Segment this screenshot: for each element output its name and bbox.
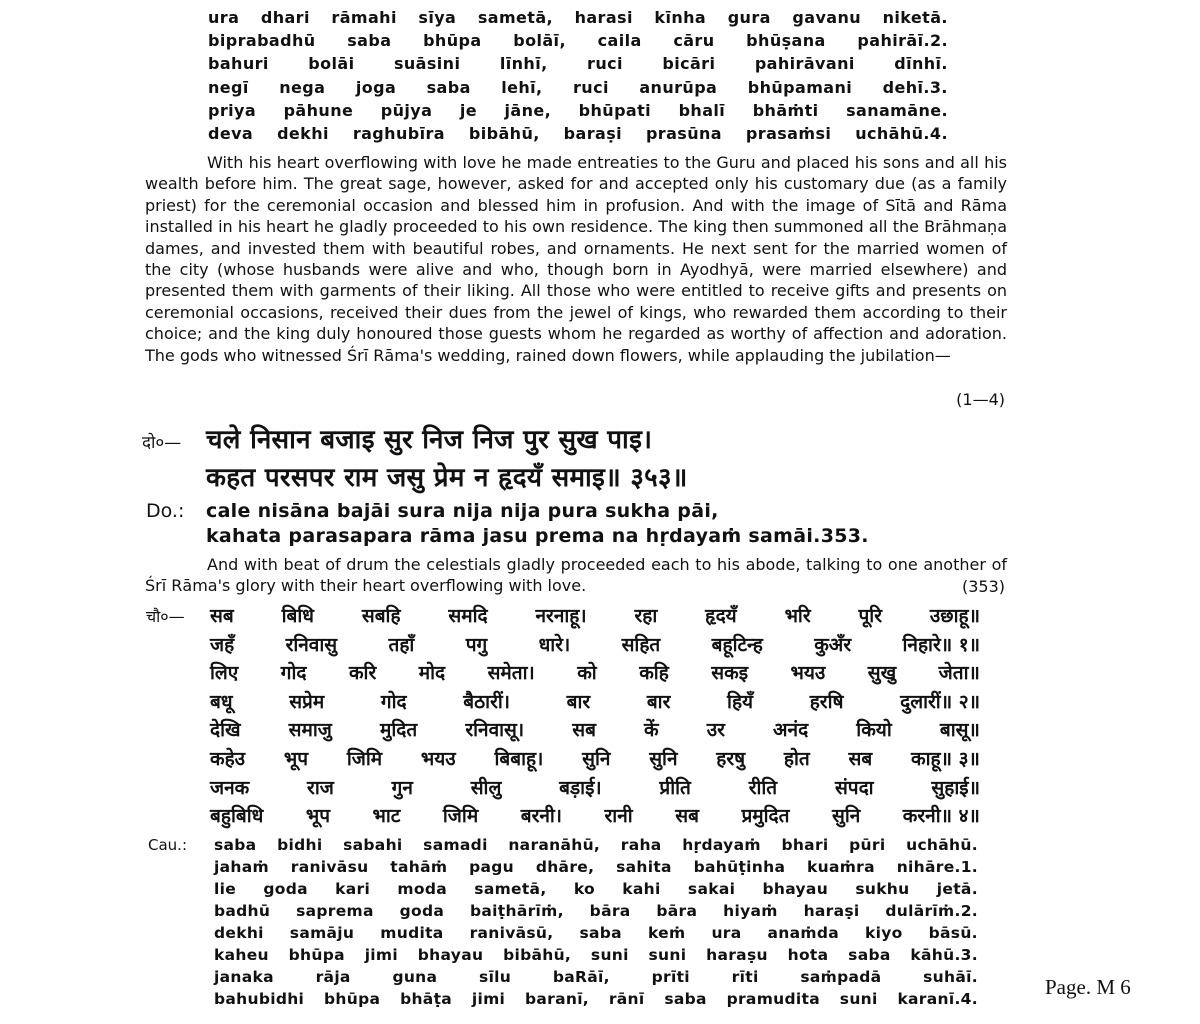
verse-word: cāru [673,31,715,51]
cau-word: dekhi [214,924,264,942]
chaupai-word: गोद [380,690,407,713]
cau-word: moda [397,880,447,898]
chaupai-word: प्रीति [659,776,691,799]
cau-word: kiyo [865,924,903,942]
chaupai-word: सकइ [711,662,749,685]
chaupai-word: उर [706,719,725,742]
chaupai-word: कुअँर [814,633,852,656]
chaupai-word: मोद [418,662,446,685]
cau-word: pagu [469,858,514,876]
chaupai-word: पूरि [858,605,882,627]
doha-roman-line: kahata parasapara rāma jasu prema na hṛdayaṁ samāi.353. [206,525,869,547]
chaupai-word: बासू॥ [939,719,980,742]
cau-word: bāra [656,902,698,920]
cau-word: kahi [622,880,661,898]
chaupai-word: रीति [748,776,778,799]
chaupai-word: भूप [283,747,309,770]
cau-word: ranivāsū, [469,924,554,942]
cau-word: samadi [423,836,488,854]
chaupai-row [146,774,980,803]
cau-row [148,924,978,946]
cau-word: prīti [651,968,690,986]
chaupai-word: धारे। [538,633,571,656]
cau-word: jimi [471,990,506,1008]
cau-word: sukhu [855,880,910,898]
chaupai-line [210,631,980,657]
cau-word: bhari [781,836,829,854]
verse-word: sanamāne. [846,100,948,120]
verse-word: dehī.3. [882,77,948,97]
chaupai-word: भाट [372,805,401,828]
cau-word: suni [648,946,687,964]
chaupai-word: कहि [639,662,669,685]
chaupai-word: सप्रेम [289,690,325,713]
cau-word: anaṁda [767,924,840,942]
verse-word: gavanu [792,8,862,27]
chaupai-word: कें [644,719,659,742]
chaupai-word: हियँ [727,690,754,713]
verse-word: anurūpa [639,77,718,97]
cau-word: saprema [296,902,374,920]
verse-word: ruci [573,77,609,97]
verse-word: saba [347,31,392,51]
verse-line [208,101,948,124]
chaupai-word: हरषि [809,690,844,713]
chaupai-word: बार [566,690,591,713]
verse-word: prasūna [645,123,722,143]
verse-word: lehī, [501,77,543,97]
verse-word: harasi [574,8,633,27]
chaupai-word: दुलारीं॥ २॥ [900,690,980,713]
verse-word: caila [597,31,642,51]
cau-line [214,836,978,854]
cau-word: raha [620,836,662,854]
verse-word: sīya [418,8,457,27]
verse-word: rāmahi [331,8,397,27]
chaupai-word: निहारे॥ १॥ [902,633,980,656]
cau-line [214,968,978,986]
verse-line [208,78,948,101]
cau-word: ura [711,924,742,942]
chaupai-word: भूप [305,805,330,828]
cau-word: bhāṭa [400,990,453,1008]
chaupai-line [210,745,980,771]
verse-line [208,124,948,147]
chaupai-word: सब [210,605,234,627]
verse-word: bahuri [208,54,269,74]
verse-word: ura [208,8,240,27]
chaupai-word: बरनी। [520,805,563,828]
cau-word: bāsū. [928,924,978,942]
chaupai-word: जहँ [210,633,235,656]
cau-word: dhāre, [535,858,595,876]
verse-word: bhūpamani [747,77,853,97]
verse-word: nega [279,77,326,97]
cau-word: rāja [315,968,351,986]
chaupai-word: रहा [634,605,658,627]
cau-word: hṛdayaṁ [682,836,761,854]
cau-line [214,858,978,876]
top-verse-block [208,8,948,147]
verse-word: dīnhī. [894,54,948,74]
cau-word: nihāre.1. [896,858,978,876]
translation-paragraph-2 [145,554,1007,597]
cau-word: kāhū.3. [910,946,978,964]
verse-word: bolāī, [513,31,566,51]
chaupai-word: करि [348,662,377,685]
chaupai-word: भयउ [420,747,456,770]
cau-word: baranī, [525,990,589,1008]
chaupai-word: बिधि [281,605,314,627]
verse-word: jāne, [504,100,552,120]
chaupai-word: मुदित [380,719,418,742]
cau-word: jimi [364,946,398,964]
chaupai-word: राज [307,776,334,799]
verse-word: pāhune [283,100,354,120]
cau-row [148,990,978,1012]
verse-word: ruci [587,54,623,74]
chaupai-line [210,659,980,685]
verse-word: gura [727,8,771,27]
chaupai-roman [148,836,978,1012]
cau-word: bāra [589,902,631,920]
chaupai-label: चौ०— [146,607,185,626]
cau-word: suni [590,946,629,964]
chaupai-row [146,745,980,774]
chaupai-word: उछाहू॥ [929,605,980,627]
doha-hindi-line: चले निसान बजाइ सुर निज निज पुर सुख पाइ। [206,425,653,455]
cau-word: suni [839,990,878,1008]
verse-word: deva [208,123,254,143]
chaupai-row [146,716,980,745]
cau-word: baiṭhārīṁ, [470,902,564,920]
cau-line [214,990,978,1008]
cau-row [148,946,978,968]
cau-word: goda [399,902,445,920]
chaupai-row [146,688,980,717]
translation-ref: (1—4) [956,390,1005,409]
chaupai-word: रानी [604,805,633,828]
cau-word: pūri [849,836,886,854]
verse-word: uchāhū.4. [855,123,948,143]
cau-line [214,880,978,898]
cau-word: bhayau [762,880,829,898]
verse-word: priya [208,100,257,120]
cau-word: hota [787,946,829,964]
translation-ref-2: (353) [961,577,1005,596]
cau-word: saba [214,836,257,854]
chaupai-word: बार [646,690,671,713]
translation-text-2: And with beat of drum the celestials gladly proceeded each to his abode, talking to one another of Śrī Rāma's glory with their heart overflowing with love. [145,555,1007,596]
cau-word: bahūṭinha [693,858,786,876]
chaupai-word: सबहि [361,605,401,627]
chaupai-word: नरनाहू। [535,605,587,627]
chaupai-word: सब [848,747,873,770]
cau-word: karanī.4. [897,990,978,1008]
verse-word: negī [208,77,249,97]
chaupai-word: बहूटिन्ह [711,633,763,656]
cau-word: saṁpadā [800,968,882,986]
cau-line [214,924,978,942]
verse-word: saba [426,77,471,97]
chaupai-hindi [146,602,980,831]
cau-word: jahaṁ [214,858,269,876]
verse-word: pahirāī.2. [857,31,948,51]
doha-roman [146,500,869,550]
verse-word: joga [355,77,397,97]
cau-word: bahubidhi [214,990,305,1008]
cau-word: kuaṁra [807,858,875,876]
verse-word: pūjya [380,100,433,120]
chaupai-word: समेता। [487,662,535,685]
verse-word: bicāri [662,54,716,74]
verse-word: dhari [260,8,310,27]
chaupai-row [146,659,980,688]
translation-text: With his heart overflowing with love he made entreaties to the Guru and placed his sons and all his wealth before him. The great sage, however, asked for and accepted only his customary due (as a family priest) for the ceremonial occasion and blessed him in profusion. And with the image of Sītā and Rāma installed in his heart he gladly proceeded to his own residence. The king then summoned all the Brāhmaṇa dames, and invested them with beautiful robes, and ornaments. He next sent for the married women of the city (whose husbands were alive and who, though born in Ayodhyā, were married elsewhere) and presented them with garments of their liking. All those who were entitled to receive gifts and presents on ceremonial occasions, received their dues from the jewel of kings, who rewarded them according to their choice; and the king duly honoured those guests whom he regarded as worthy of affection and adoration. The gods who witnessed Śrī Rāma's wedding, rained down flowers, while applauding the jubilation— [145,153,1007,365]
cau-word: bhayau [417,946,484,964]
chaupai-word: लिए [210,662,239,685]
chaupai-word: प्रमुदित [741,805,790,828]
cau-word: bhūpa [324,990,381,1008]
chaupai-line [210,688,980,714]
doha-roman-label: Do.: [146,500,185,522]
chaupai-row [146,602,980,631]
verse-word: raghubīra [352,123,445,143]
cau-row [148,836,978,858]
chaupai-line [210,602,980,628]
cau-word: bhūpa [288,946,345,964]
chaupai-row [146,802,980,831]
chaupai-word: बिबाहू। [494,747,544,770]
chaupai-word: सुनि [831,805,861,828]
verse-word: bhūṣana [746,31,826,51]
cau-label: Cau.: [148,836,187,854]
chaupai-word: गोद [280,662,307,685]
chaupai-word: हृदयँ [705,605,737,627]
chaupai-word: पगु [465,633,488,656]
doha-label: दो०— [142,433,182,453]
chaupai-word: समदि [448,605,488,627]
chaupai-line [210,802,980,828]
cau-word: dulārīṁ.2. [885,902,978,920]
cau-word: lie [214,880,237,898]
cau-word: haraṣu [706,946,768,964]
cau-word: rānī [608,990,645,1008]
chaupai-word: कहेउ [210,747,246,770]
verse-word: bhūpati [578,100,652,120]
chaupai-word: सब [572,719,596,742]
verse-word: niketā. [882,8,948,27]
verse-line [208,31,948,54]
verse-word: dekhi [277,123,329,143]
chaupai-word: कियो [856,719,892,742]
cau-word: tahāṁ [390,858,448,876]
cau-word: keṁ [647,924,686,942]
chaupai-word: गुन [391,776,413,799]
cau-word: guna [392,968,438,986]
chaupai-word: बहुबिधि [210,805,264,828]
translation-paragraph [145,152,1007,366]
doha-hindi [142,420,688,496]
cau-word: sīlu [479,968,512,986]
verse-word: bibāhū, [468,123,540,143]
cau-row [148,902,978,924]
chaupai-word: बैठारीं। [463,690,510,713]
verse-word: kīnha [654,8,707,27]
cau-word: sakai [687,880,736,898]
cau-row [148,968,978,990]
cau-word: saba [664,990,707,1008]
cau-word: jetā. [936,880,978,898]
cau-word: sametā, [474,880,547,898]
chaupai-word: रनिवासू। [465,719,525,742]
chaupai-word: सीलु [470,776,502,799]
chaupai-word: तहाँ [388,633,415,656]
verse-word: biprabadhū [208,31,316,51]
cau-word: janaka [214,968,274,986]
cau-word: kari [335,880,371,898]
chaupai-word: सुहाई॥ [931,776,980,799]
chaupai-line [210,774,980,800]
cau-word: bibāhū, [503,946,572,964]
chaupai-word: हरषु [716,747,746,770]
cau-word: mudita [380,924,444,942]
chaupai-word: समाजु [288,719,332,742]
doha-roman-line: cale nisāna bajāi sura nija nija pura sukha pāi, [206,500,719,522]
chaupai-word: होत [783,747,810,770]
chaupai-word: बधू [210,690,233,713]
chaupai-word: जेता॥ [938,662,980,685]
cau-word: haraṣi [803,902,860,920]
chaupai-word: अनंद [773,719,809,742]
chaupai-word: बड़ाई। [559,776,602,799]
cau-line [214,946,978,964]
cau-word: pramudita [726,990,820,1008]
cau-word: ranivāsu [290,858,369,876]
chaupai-row [146,631,980,660]
chaupai-word: सुनि [649,747,678,770]
verse-word: sametā, [477,8,553,27]
cau-word: samāju [289,924,355,942]
cau-word: rīti [731,968,759,986]
cau-word: goda [263,880,308,898]
cau-row [148,858,978,880]
verse-word: suāsini [393,54,461,74]
chaupai-word: सुनि [582,747,611,770]
verse-word: pahirāvani [754,54,855,74]
chaupai-word: भरि [784,605,811,627]
chaupai-word: सहित [621,633,661,656]
cau-word: baRāī, [552,968,610,986]
verse-line [208,54,948,77]
cau-word: suhāī. [923,968,978,986]
verse-word: bhāṁti [752,100,819,120]
chaupai-word: जिमि [442,805,479,828]
chaupai-word: संपदा [834,776,874,799]
doha-hindi-line: कहत परसपर राम जसु प्रेम न हृदयँ समाइ॥ ३५३॥ [206,463,688,493]
cau-word: kaheu [214,946,269,964]
cau-word: saba [848,946,891,964]
chaupai-word: जनक [210,776,250,799]
verse-word: līnhī, [499,54,548,74]
verse-word: je [459,100,477,120]
cau-word: hiyaṁ [723,902,778,920]
cau-word: sahita [616,858,672,876]
chaupai-word: सुखु [867,662,897,685]
cau-word: uchāhū. [906,836,978,854]
chaupai-word: करनी॥ ४॥ [902,805,980,828]
chaupai-line [210,716,980,742]
chaupai-word: सब [675,805,699,828]
cau-word: naranāhū, [508,836,601,854]
verse-word: bhūpa [423,31,482,51]
cau-line [214,902,978,920]
chaupai-word: जिमि [346,747,383,770]
chaupai-word: को [577,662,597,685]
cau-word: ko [573,880,595,898]
cau-word: bidhi [277,836,323,854]
cau-word: sabahi [343,836,403,854]
chaupai-word: रनिवासु [285,633,338,656]
verse-word: bolāi [308,54,355,74]
cau-word: saba [579,924,622,942]
cau-row [148,880,978,902]
page-number: Page. M 6 [1045,975,1131,999]
chaupai-word: भयउ [790,662,826,685]
verse-word: baraṣi [563,123,623,143]
chaupai-word: देखि [210,719,241,742]
verse-word: bhalī [678,100,726,120]
chaupai-word: काहू॥ ३॥ [911,747,980,770]
cau-word: badhū [214,902,271,920]
verse-word: prasaṁsi [745,123,832,143]
verse-line [208,8,948,31]
